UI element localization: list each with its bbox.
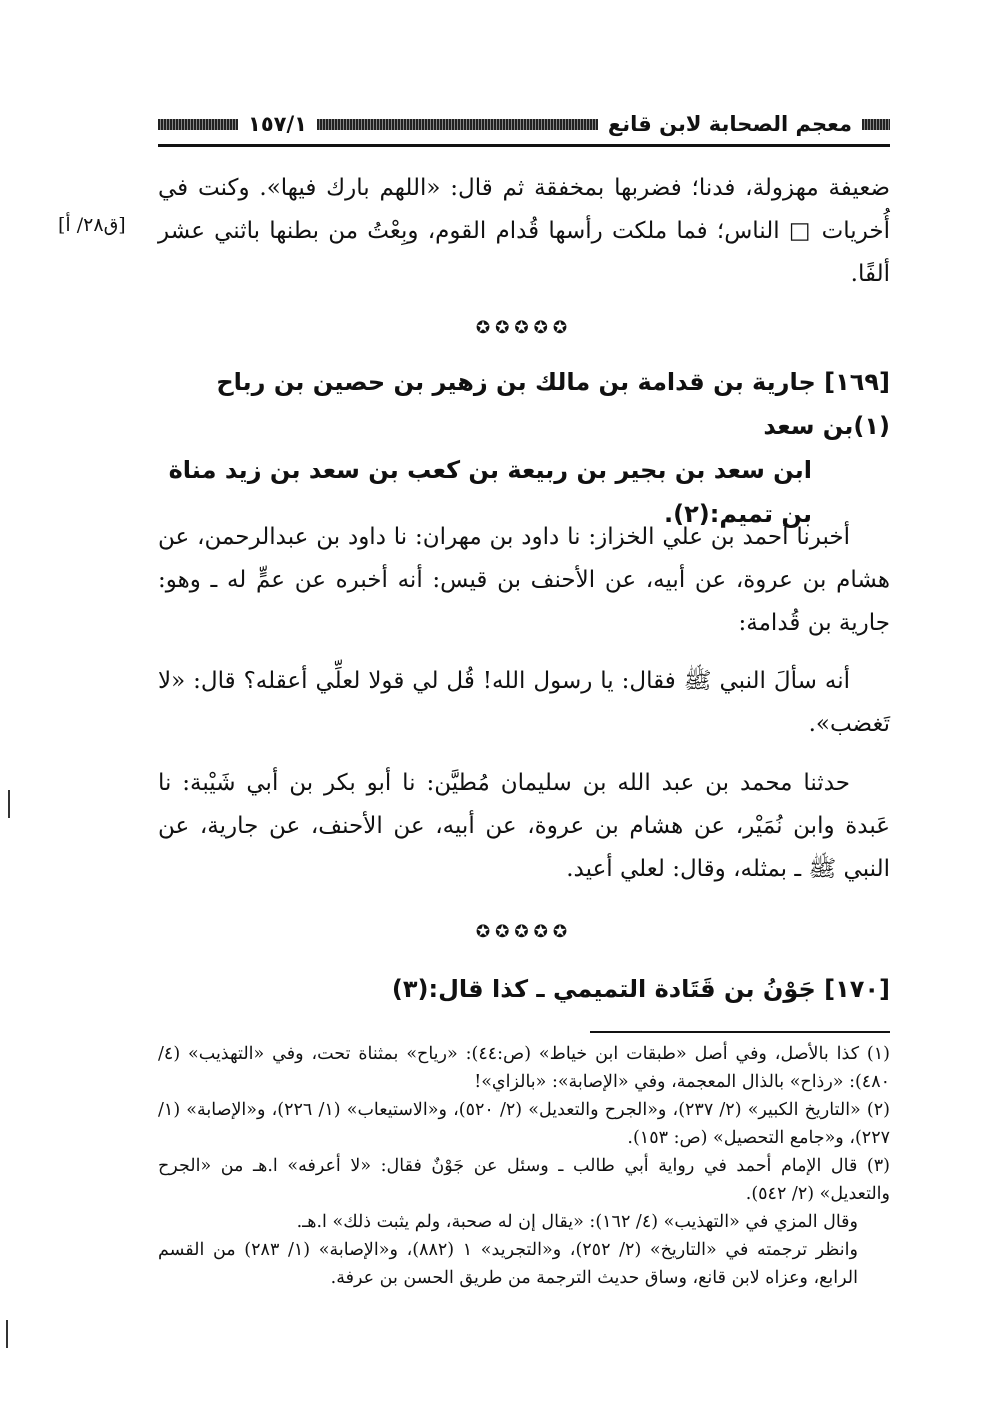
- paragraph-continuation: [158, 167, 890, 296]
- section-separator: ✪✪✪✪✪: [475, 318, 573, 338]
- isnad-paragraph: [158, 516, 890, 645]
- page-number: ١٥٧/١: [248, 112, 307, 136]
- scan-mark: [6, 1320, 8, 1348]
- footnote-continuation: وانظر ترجمته في «التاريخ» (٢/ ٢٥٢)، و«التجريد» ١ (٨٨٢)، و«الإصابة» (١/ ٢٨٣) من القسم الرابع، وعزاه لابن قانع، وساق حديث الترجمة من طريق الحسن بن عرفة.: [158, 1240, 858, 1288]
- footnote: (١) كذا بالأصل، وفي أصل «طبقات ابن خياط» (ص:٤٤): «رياح» بمثناة تحت، وفي «التهذيب» (٤/ ٤٨٠): «رذاح» بالذال المعجمة، وفي «الإصابة»: «بالزاي»!: [158, 1044, 890, 1092]
- footnote-separator: [590, 1031, 890, 1033]
- body-text: أخبرنا أحمد بن علي الخزاز: نا داود بن مهران: نا داود بن عبدالرحمن، عن هشام بن عروة، عن أبيه، عن الأحنف بن قيس: أنه أخبره عن عمٍّ له ـ وهو: جارية بن قُدامة:: [158, 524, 890, 636]
- entry-169-heading: [158, 360, 890, 536]
- entry-heading-line: [١٦٩] جارية بن قدامة بن مالك بن زهير بن حصين بن رباح (١)بن سعد: [216, 368, 890, 440]
- footnote: (٣) قال الإمام أحمد في رواية أبي طالب ـ وسئل عن جَوْنٌ فقال: «لا أعرفه» ا.هـ من «الجرح والتعديل» (٢/ ٥٤٢).: [158, 1156, 890, 1204]
- footnotes: [158, 1040, 890, 1292]
- entry-heading-line: [١٧٠] جَوْنُ بن قَتَادة التميمي ـ كذا قال:(٣): [391, 975, 890, 1003]
- scan-mark: [8, 790, 10, 818]
- running-header: [158, 104, 890, 147]
- manuscript-folio-note: [ق٢٨/ أ]: [58, 214, 126, 236]
- header-ornament: [158, 119, 238, 130]
- footnote-continuation: وقال المزي في «التهذيب» (٤/ ١٦٢): «يقال إن له صحبة، ولم يثبت ذلك» ا.هـ.: [296, 1212, 858, 1232]
- header-ornament: [862, 119, 890, 130]
- body-text: ضعيفة مهزولة، فدنا؛ فضربها بمخفقة ثم قال: «اللهم بارك فيها». وكنت في أُخريات □ الناس؛ فما ملكت رأسها قُدام القوم، وبِعْتُ من بطنها باثني عشر ألفًا.: [158, 175, 890, 287]
- book-title: معجم الصحابة لابن قانع: [607, 112, 852, 136]
- header-ornament: [317, 119, 598, 130]
- hadith-paragraph: [158, 660, 890, 746]
- isnad-paragraph: [158, 762, 890, 891]
- body-text: أنه سألَ النبي ﷺ فقال: يا رسول الله! قُل لي قولا لعلِّي أعقله؟ قال: «لا تَغضب».: [158, 668, 890, 737]
- entry-heading-line: ابن سعد بن بجير بن ربيعة بن كعب بن سعد بن زيد مناة بن تميم:(٢).: [168, 456, 812, 528]
- body-text: حدثنا محمد بن عبد الله بن سليمان مُطيَّن: نا أبو بكر بن أبي شَيْبة: نا عَبدة وابن نُمَيْر، عن هشام بن عروة، عن أبيه، عن الأحنف، عن جارية، عن النبي ﷺ ـ بمثله، وقال: لعلي أعيد.: [158, 770, 890, 882]
- entry-170-heading: [158, 967, 890, 1011]
- footnote: (٢) «التاريخ الكبير» (٢/ ٢٣٧)، و«الجرح والتعديل» (٢/ ٥٢٠)، و«الاستيعاب» (١/ ٢٢٦)، و«الإصابة» (١/ ٢٢٧)، و«جامع التحصيل» (ص: ١٥٣).: [158, 1100, 890, 1148]
- section-separator: ✪✪✪✪✪: [475, 922, 573, 942]
